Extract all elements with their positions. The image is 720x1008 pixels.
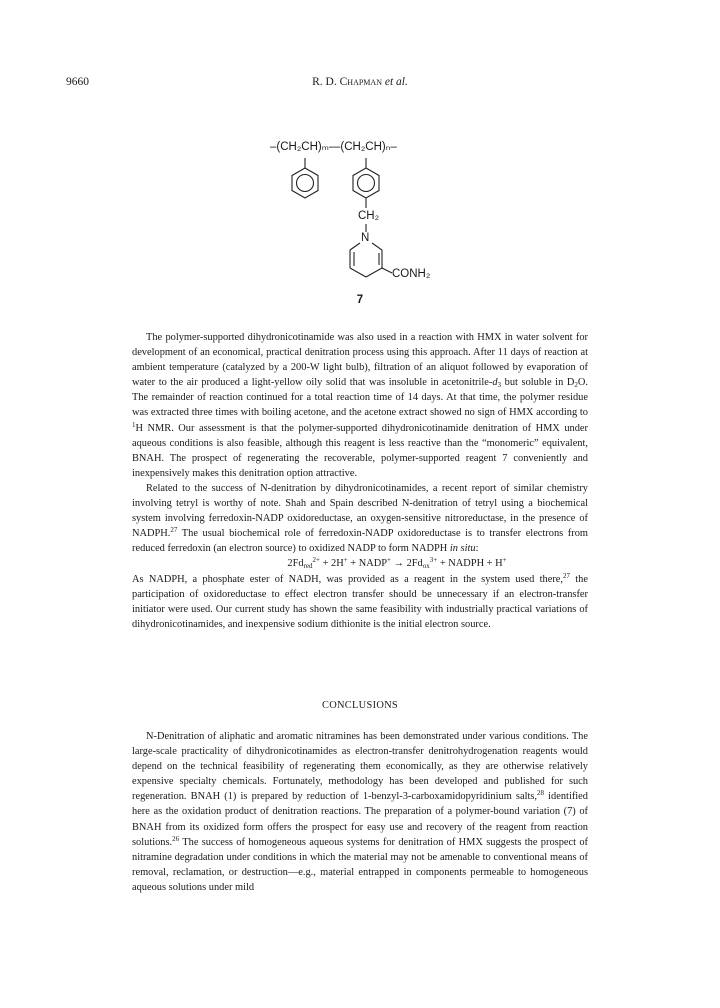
page-number: 9660 (66, 76, 89, 88)
paragraph-conclusions: N-Denitration of aliphatic and aromatic nitramines has been demonstrated under various conditions. The large-scale practicality of dihydronicotinamides as electron-transfer denitrohydrogenation reagents would depend on the technical feasibility of regenerating them economically, as they are otherwise relatively expensive specialty chemicals. Fortunately, methodology has been developed and published for such regeneration. BNAH (1) is prepared by reduction of 1-benzyl-3-carboxamidopyridinium salts,$^{28}$ identified here as the oxidation product of denitration reactions. The preparation of a polymer-bound variation (7) of BNAH from its oxidized form offers the prospect for easy use and recovery of the reagent from reaction solutions.$^{26}$ The success of homogeneous aqueous systems for denitration of HMX suggests the prospect of nitramine degradation under conditions in which the material may not be amenable to conventional means of removal, reclamation, or destruction—e.g., material entrapped in components permeable to homogeneous aqueous solutions under mild (132, 731, 588, 893)
paragraph-nadph: As NADPH, a phosphate ester of NADH, was provided as a reagent in the system used there,$^{27}$ the participation of oxidoreductase to effect electron transfer should be unnecessary if an electron-transfer initiator were used. Our current study has shown the same feasibility with industrially practical variations of dihydronicotinamides, and inexpensive sodium dithionite is the initial electron source. (132, 571, 588, 630)
et-al: et al. (384, 76, 408, 88)
page-header (66, 76, 654, 92)
ring-nitrogen-label: N (361, 232, 370, 244)
author-surname: hapman (347, 76, 382, 88)
reaction-equation: $2Fd_{red}^{2+} + 2H^+$ + NADP+ → $2Fd_{ox}^{3+}$ + NADPH + H+ (287, 556, 507, 571)
carboxamide-label: CONH₂ (392, 268, 431, 280)
compound-number: 7 (356, 294, 364, 306)
polymer-backbone-label: –(CH₂CH)ₘ—(CH₂CH)ₙ– (270, 141, 397, 153)
body-text-upper (132, 330, 588, 632)
structure-drawing (270, 142, 470, 312)
ch2-label: CH₂ (358, 210, 380, 222)
running-head (66, 76, 654, 88)
section-heading-conclusions: CONCLUSIONS (321, 700, 399, 711)
author-initials: R. D. C (312, 76, 348, 88)
paragraph-tetryl: Related to the success of N-denitration by dihydronicotinamides, a recent report of similar chemistry involving tetryl is worthy of note. Shah and Spain described N-denitration of tetryl using a biochemical system involving ferredoxin-NADP oxidoreductase, an oxygen-sensitive nitroreductase, in the presence of NADPH.$^{27}$ The usual biochemical role of ferredoxin-NADP oxidoreductase is to transfer electrons from reduced ferredoxin (an electron source) to oxidized NADP to form NADPH in situ: (132, 482, 588, 555)
paragraph-polymer-denitration: The polymer-supported dihydronicotinamide was also used in a reaction with HMX in water solvent for development of an economical, practical denitration process using this approach. After 11 days of reaction at ambient temperature (catalyzed by a 200-W light bulb), filtration of an aliquot followed by evaporation of water to the air produced a light-yellow oily solid that was insoluble in acetonitrile-$d_3$ but soluble in $D_2O$. The remainder of reaction continued for a total reaction time of 14 days. At that time, the polymer residue was extracted three times with boiling acetone, and the acetone extract showed no sign of HMX according to $^1$H NMR. Our assessment is that the polymer-supported dihydronicotinamide denitration of HMX under aqueous conditions is also feasible, although this reagent is less reactive than the “monomeric” equivalent, BNAH. The prospect of regenerating the recoverable, polymer-supported reagent 7 conveniently and inexpensively makes this denitration option attractive. (132, 332, 588, 479)
chemical-structure-7 (270, 142, 470, 312)
body-text-conclusions (132, 729, 588, 895)
